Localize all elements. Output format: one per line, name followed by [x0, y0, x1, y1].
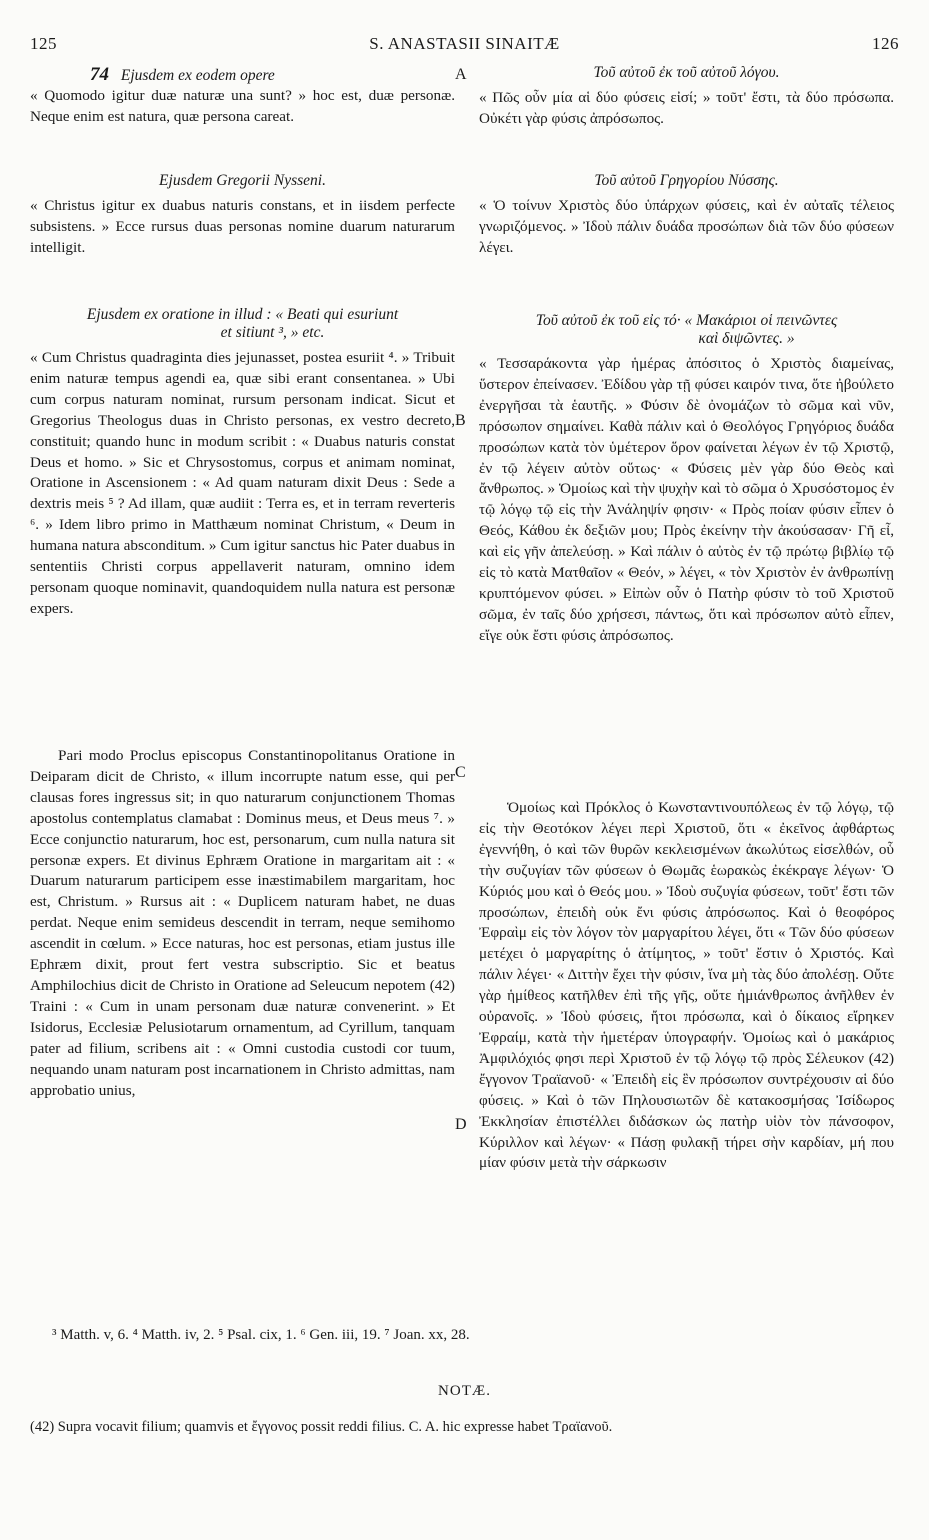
- greek-section-proklos: [479, 798, 894, 1174]
- greek-section-nyssa: [479, 172, 894, 259]
- margin-letter-b: B: [455, 412, 466, 429]
- latin-section-beati: [30, 306, 455, 620]
- latin-paragraph: « Quomodo igitur duæ naturæ una sunt? » hoc est, duæ personæ. Neque enim est natura, quæ persona careat.: [30, 87, 455, 125]
- latin-heading-line: Ejusdem ex oratione in illud : « Beati qui esuriunt: [86, 306, 399, 323]
- page-number-left: 125: [30, 34, 57, 53]
- latin-heading-74: [30, 64, 455, 86]
- latin-paragraph: « Christus igitur ex duabus naturis constans, et in iisdem perfecte subsistens. » Ecce rursus duas personas nomine duarum naturarum intelligit.: [30, 197, 455, 256]
- latin-section-74: [30, 64, 455, 128]
- latin-heading-nyssa: Ejusdem Gregorii Nysseni.: [159, 172, 326, 189]
- greek-section-74: [479, 64, 894, 130]
- margin-letter-c: C: [455, 764, 466, 781]
- latin-paragraph: « Cum Christus quadraginta dies jejunasset, postea esuriit ⁴. » Tribuit enim naturæ tempus agendi ea, quæ sibi erant consentanea. » Ubi cum corpus naturam nominat, rursum personam indicat. Sicut et Gregorius Theologus duas in Christo personas, ex vestro decreto, constituit; quando hunc in modum scribit : « Duabus naturis constat Deus et homo. » Sic et Chrysostomus, corpus et animam nominat, Oratione in Ascensionem : « Ad quam naturam dixit Deus : Sede a dextris meis ⁵ ? Ad illam, quæ audiit : Terra es, et in terram reverteris ⁶. » Idem libro primo in Matthæum nominat Christum, « Deum in humana natura absconditum. » Cum igitur sanctus hic Pater duabus in sententiis Christi corpus appellaverit naturam, omnino idem personam quoque nominavit, quandoquidem nulla natura est personæ expers.: [30, 349, 455, 617]
- latin-section-proclus: [30, 746, 455, 1101]
- greek-section-makarioi: [479, 312, 894, 647]
- greek-heading: Τοῦ αὐτοῦ ἐκ τοῦ αὐτοῦ λόγου.: [593, 64, 780, 81]
- greek-paragraph: « Πῶς οὖν μία αἱ δύο φύσεις εἰσί; » τοῦτ' ἔστι, τὰ δύο πρόσωπα. Οὐκέτι γὰρ φύσις ἀπρόσωπος.: [479, 89, 894, 127]
- greek-paragraph: « Τεσσαράκοντα γὰρ ἡμέρας ἀπόσιτος ὁ Χριστὸς διαμείνας, ὕστερον ἐπείνασεν. Ἐδίδου γὰρ τῇ φύσει καιρόν τινα, ὅτε ἠβούλετο ἐνεργῆσαι τὰ ἑαυτῆς. » Φύσιν δὲ ὀνομάζων τὸ σῶμα καὶ νῦν, πρόσωπον σημαίνει. Καθὰ πάλιν καὶ ὁ Θεολόγος Γρηγόριος δυάδα προσώπων κατὰ τὸν ὑμέτερον ὅρον φαίνεται λέγων ἐν τῷ Χριστῷ, ἐν τῷ λέγειν αὐτὸν οὕτως· « Φύσεις μὲν γὰρ δύο Θεὸς καὶ ἄνθρωπος. » Ὁμοίως καὶ τὴν ψυχὴν καὶ τὸ σῶμα ὁ Χρυσόστομος ἐν τῷ λόγῳ τῷ εἰς τὴν Ἀνάληψίν φησιν· « Πρὸς ποίαν φύσιν εἶπεν ὁ Θεός, Κάθου ἐκ δεξιῶν μου; Πρὸς ἐκείνην τὴν ἀκούσασαν· Γῆ εἶ, καὶ εἰς γῆν ἀπελεύσῃ. » Καὶ πάλιν ὁ αὐτὸς ἐν τῷ πρώτῳ βιβλίῳ τῷ εἰς τὸ κατὰ Ματθαῖον « Θεόν, » λέγει, « τὸν Χριστὸν ἐν ἀνθρωπίνῃ κρυπτόμενον φύσει. » Εἰπὼν οὖν ὁ Πατὴρ φύσιν τὸ τοῦ Χριστοῦ σῶμα, ἐν ταῖς δύο χρήσεσι, πάντως, ὅτι καὶ πρόσωπον αὐτὸ εἶπεν, εἴγε οὐκ ἔστι φύσις ἀπρόσωπος.: [479, 355, 894, 644]
- margin-letter-d: D: [455, 1116, 467, 1133]
- greek-heading: Τοῦ αὐτοῦ Γρηγορίου Νύσσης.: [594, 172, 779, 189]
- greek-paragraph: Ὁμοίως καὶ Πρόκλος ὁ Κωνσταντινουπόλεως ἐν τῷ λόγῳ, τῷ εἰς τὴν Θεοτόκον λέγει περὶ Χριστοῦ, ὅτι « ἐκεῖνος ἀφθάρτως ἐγεννήθη, ὁ καὶ τῶν θυρῶν κεκλεισμένων ἀκωλύτως εἰσελθών, οὗ τὴν συζυγίαν τῶν φύσεων ὁ Θωμᾶς ἑωρακὼς ἐκέκραγε λέγων· Ὁ Κύριός μου καὶ ὁ Θεός μου. » Ἰδοὺ συζυγία φύσεων, τοῦτ' ἔστι τῶν προσώπων, ἐπειδὴ οὐκ ἔνι φύσις ἀπρόσωπος. Καὶ ὁ θεοφόρος Ἐφραὶμ εἰς τὸν λόγον τὸν μαργαρίτου λέγει, ὅτι « Τῶν δύο φύσεων μετέχει ὁ μαργαρίτης ὁ ἀτίμητος, » τοῦτ' ἔστιν ὁ Χριστός. Καὶ πάλιν λέγει· « Διττὴν ἔχει τὴν φύσιν, ἵνα μὴ τὰς δύο ἀπολέσῃ. Οὔτε γὰρ ἡμίθεος κατῆλθεν ἐπὶ τῆς γῆς, οὔτε ἡμιάνθρωπος ἀνῆλθεν ἐν οὐρανοῖς. » Ἰδοὺ φύσεις, ἤτοι πρόσωπα, καὶ ὁ δίκαιος εἴρηκεν Ἐφραίμ, κατὰ τὴν ἡμετέραν ὑπογραφήν. Ὁμοίως καὶ ὁ μακάριος Ἀμφιλόχιός φησι περὶ Χριστοῦ ἐν τῷ λόγῳ τῷ πρὸς Σέλευκον (42) ἔγγονον Τραϊανοῦ· « Ἐπειδὴ εἰς ἓν πρόσωπον συντρέχουσιν αἱ δύο φύσεις. » Καὶ ὁ τῶν Πηλουσιωτῶν δὲ κατακοσμήσας Ἰσίδωρος Ἐκκλησίαν ἐπιστέλλει διδάσκων ὡς πατὴρ υἱὸν τὸν πάνσοφον, Κύριλλον καὶ λέγων· « Πάσῃ φυλακῇ τήρει σὴν καρδίαν, μή που μίαν φύσιν μετὰ τὴν σάρκωσιν: [479, 799, 894, 1172]
- margin-letter-a: A: [455, 66, 467, 83]
- greek-heading-line: Τοῦ αὐτοῦ ἐκ τοῦ εἰς τό· « Μακάριοι οἱ πεινῶντες: [535, 312, 838, 329]
- greek-heading-line: καὶ διψῶντες. »: [698, 330, 795, 347]
- latin-heading-text: Ejusdem ex eodem opere: [120, 67, 275, 84]
- notae-text: (42) Supra vocavit filium; quamvis et ἔγγονος possit reddi filius. C. A. hic expresse habet Τραϊανοῦ.: [30, 1419, 613, 1435]
- running-title: S. ANASTASII SINAITÆ: [369, 34, 560, 53]
- latin-section-nyssa: [30, 172, 455, 259]
- page-number-right: 126: [872, 34, 899, 53]
- chapter-number: 74: [90, 64, 109, 85]
- latin-paragraph: Pari modo Proclus episcopus Constantinopolitanus Oratione in Deiparam dicit de Christo, « illum incorrupte natum esse, qui per clausas fores ingressus sit; in quo naturarum conjunctionem Thomas apostolus contemplatus clamabat : Dominus meus, et Deus meus ⁷. » Ecce conjunctio naturarum, hoc est, personarum, cum nulla natura sit personæ expers. Et divinus Ephræm Oratione in margaritam ait : « Duarum naturarum participem esse inæstimabilem margaritam, hoc est, Christum. » Rursus ait : « Duplicem naturam habet, ne duas perdat. Neque enim semideus descendit in terram, neque semihomo ascendit in cœlum. » Ecce naturas, hoc est personas, etiam justus ille Ephræm dixit, prout fert vestra subscriptio. Sic et beatus Amphilochius dicit de Christo in Oratione ad Seleucum nepotem (42) Traini : « Cum in unam personam duæ naturæ convenerint. » Et Isidorus, Ecclesiæ Pelusiotarum ornamentum, ad Cyrillum, tanquam pater ad filium, scribens ait : « Omni custodia custodi cor tuum, nequando unam naturam post incarnationem in Christo admittas, nam approbatio unius,: [30, 747, 455, 1099]
- latin-heading-line: et sitiunt ³, » etc.: [220, 324, 325, 341]
- greek-paragraph: « Ὁ τοίνυν Χριστὸς δύο ὑπάρχων φύσεις, καὶ ἐν αὐταῖς τέλειος γνωριζόμενος. » Ἰδοὺ πάλιν δυάδα προσώπων διὰ τῶν δύο φύσεων λέγει.: [479, 197, 894, 256]
- scripture-footnotes: ³ Matth. v, 6. ⁴ Matth. iv, 2. ⁵ Psal. cix, 1. ⁶ Gen. iii, 19. ⁷ Joan. xx, 28.: [52, 1327, 470, 1343]
- notae-heading: NOTÆ.: [438, 1383, 491, 1399]
